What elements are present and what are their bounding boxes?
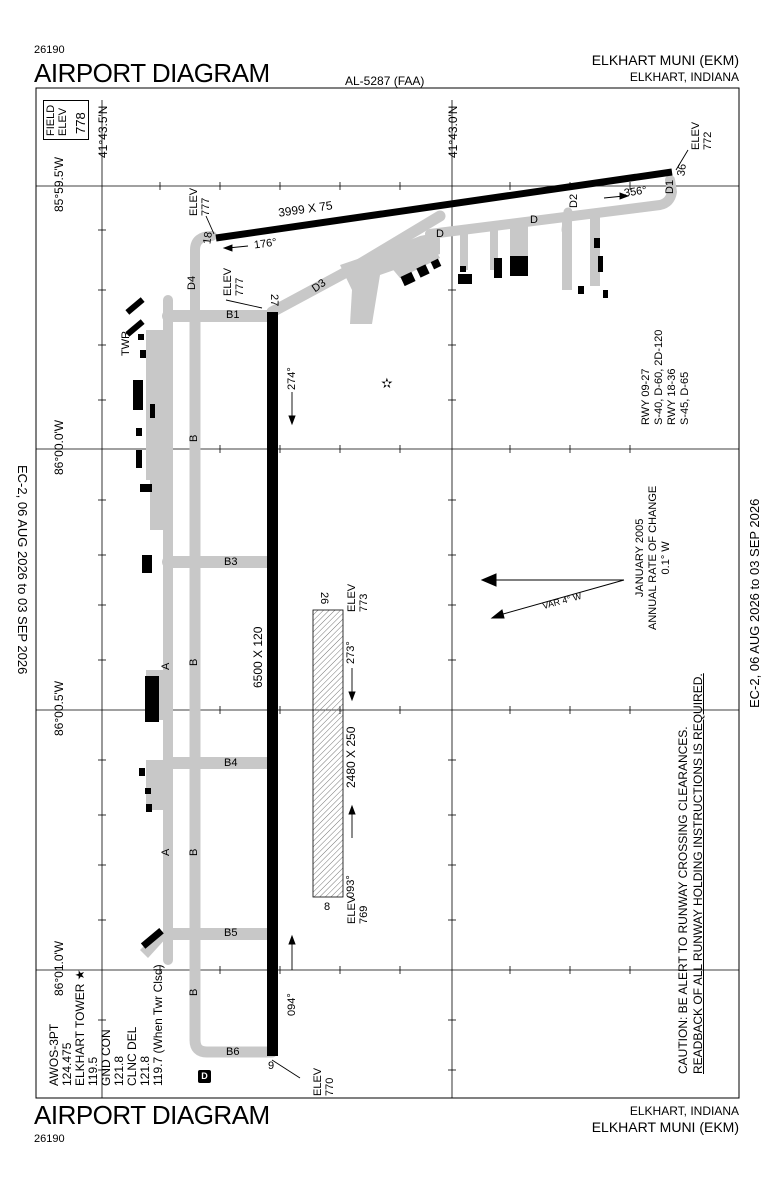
rwy-9-27-dims: 6500 X 120	[251, 626, 265, 688]
rwy-36-heading: 356°	[623, 184, 648, 200]
comm-tower: ELKHART TOWER ★	[73, 969, 87, 1086]
lon-3-label: 86°00.5'W	[52, 680, 66, 736]
rwy-8-elev-label: ELEV	[346, 895, 358, 924]
rwy-9-heading: 094°	[286, 993, 298, 1016]
taxiway-d4-label: D4	[186, 275, 198, 290]
taxiway-b6-label: B6	[226, 1046, 240, 1058]
footer-title: AIRPORT DIAGRAM	[34, 1100, 270, 1130]
taxiway-b-label-1: B	[188, 434, 200, 442]
magvar-label: VAR 4° W	[541, 591, 583, 611]
runway-strength-notes	[640, 330, 692, 425]
strength-line4: S-45, D-65	[679, 371, 691, 425]
rwy-8-elev-value: 769	[358, 905, 370, 924]
footer-airport-name: ELKHART MUNI (EKM)	[591, 1119, 739, 1135]
communications-block	[48, 964, 165, 1086]
page-title: AIRPORT DIAGRAM	[34, 58, 270, 88]
chart-id: AL-5287 (FAA)	[345, 74, 425, 88]
rwy-27-heading: 274°	[286, 367, 298, 390]
comm-ground: GND CON	[99, 1029, 113, 1086]
rwy-18-elev-label: ELEV	[188, 187, 200, 216]
rwy-8-elev	[346, 896, 370, 924]
rwy-9-elev	[312, 1068, 336, 1096]
comm-ctaf: 119.7 (When Twr Clsd)	[151, 964, 165, 1086]
rwy-27-elev	[222, 268, 246, 296]
strength-line1: RWY 09-27	[640, 368, 652, 425]
rwy-9-elev-label: ELEV	[312, 1067, 324, 1096]
strength-line2: S-40, D-60, 2D-120	[653, 329, 665, 425]
magvar-arrow	[482, 574, 624, 618]
lon-1-label: 85°59.5'W	[52, 156, 66, 212]
rwy-9-end: 9	[268, 1060, 275, 1072]
field-elev-label	[45, 105, 69, 136]
city-state: ELKHART, INDIANA	[629, 70, 739, 84]
aprons	[140, 216, 600, 958]
taxiway-b5-label: B5	[224, 927, 238, 939]
rwy-8-26-dims: 2480 X 250	[344, 726, 358, 788]
comm-ground-freq: 121.8	[112, 1055, 126, 1086]
tower-label: TWR	[120, 330, 132, 356]
runway-8-26	[313, 610, 343, 897]
airport-name: ELKHART MUNI (EKM)	[591, 52, 739, 68]
rwy-8-end: 8	[324, 901, 331, 913]
magvar-date: JANUARY 2005	[634, 518, 646, 598]
taxiway-b-label-3: B	[188, 848, 200, 856]
magvar-rate-label: ANNUAL RATE OF CHANGE	[647, 485, 659, 630]
rwy-26-heading: 273°	[345, 641, 357, 664]
taxiway-d1-label: D1	[664, 179, 676, 194]
field-elev-line2: ELEV	[57, 107, 69, 136]
taxiway-a-label-1: A	[160, 662, 172, 670]
caution-line1: CAUTION: BE ALERT TO RUNWAY CROSSING CLEARANCES.	[676, 726, 690, 1074]
strength-line3: RWY 18-36	[666, 368, 678, 425]
rwy-26-elev-label: ELEV	[346, 583, 358, 612]
caution-line2: READBACK OF ALL RUNWAY HOLDING INSTRUCTIONS IS REQUIRED.	[691, 673, 705, 1074]
lon-2-label: 86°00.0'W	[52, 419, 66, 475]
rwy-26-end: 26	[318, 592, 330, 605]
effective-dates-right: EC-2, 06 AUG 2026 to 03 SEP 2026	[747, 498, 762, 708]
rwy-18-36-dims: 3999 X 75	[277, 198, 334, 220]
magvar-notes	[634, 486, 673, 630]
caution-notes	[676, 673, 706, 1074]
taxiway-b1-label: B1	[226, 309, 240, 321]
taxiway-b-label-2: B	[188, 658, 200, 666]
runway-9-27	[267, 312, 278, 1056]
rwy-8-heading: 093°	[345, 875, 357, 898]
comm-tower-freq: 119.5	[86, 1056, 100, 1086]
comm-awos: AWOS-3PT	[47, 1023, 61, 1086]
taxiway-b4-label: B4	[224, 757, 238, 769]
rwy-27-elev-value: 777	[234, 277, 246, 296]
d-badge: D	[198, 1070, 211, 1083]
rwy-27-end: 27	[268, 294, 280, 307]
taxiway-d-label-2: D	[530, 214, 538, 226]
comm-awos-freq: 124.475	[60, 1042, 74, 1086]
lat-north-label: 41°43.5'N	[96, 105, 110, 158]
procedure-number: 26190	[34, 44, 65, 56]
lat-south-label: 41°43.0'N	[446, 105, 460, 158]
taxiway-b-label-4: B	[188, 988, 200, 996]
rwy-9-elev-value: 770	[324, 1077, 336, 1096]
rwy-26-elev-value: 773	[358, 593, 370, 612]
rwy-18-elev	[188, 188, 212, 216]
taxiway-d2-label: D2	[568, 193, 580, 208]
rwy-18-end: 18	[201, 231, 215, 245]
field-elev-line1: FIELD	[45, 104, 57, 136]
taxiway-d3-label: D3	[309, 277, 329, 295]
comm-clearance-freq: 121.8	[138, 1055, 152, 1086]
footer-city-state: ELKHART, INDIANA	[629, 1104, 739, 1118]
rwy-36-elev	[690, 122, 714, 150]
lon-4-label: 86°01.0'W	[52, 940, 66, 996]
rwy-36-end: 36	[675, 163, 689, 177]
rwy-26-elev	[346, 584, 370, 612]
field-elev-value: 778	[73, 112, 88, 134]
magvar-rate: 0.1° W	[660, 541, 672, 575]
taxiway-b3-label: B3	[224, 556, 238, 568]
taxiway-a-label-2: A	[160, 848, 172, 856]
taxiway-d-label-1: D	[436, 228, 444, 240]
rwy-18-heading: 176°	[253, 236, 278, 252]
rwy-36-elev-label: ELEV	[690, 121, 702, 150]
effective-dates-left: EC-2, 06 AUG 2026 to 03 SEP 2026	[15, 465, 30, 675]
rwy-36-elev-value: 772	[702, 131, 714, 150]
beacon-star: ✫	[381, 375, 393, 391]
rwy-18-elev-value: 777	[200, 197, 212, 216]
rwy-27-elev-label: ELEV	[222, 267, 234, 296]
comm-clearance: CLNC DEL	[125, 1026, 139, 1086]
taxiways	[168, 180, 672, 1052]
footer-procedure-number: 26190	[34, 1133, 65, 1145]
